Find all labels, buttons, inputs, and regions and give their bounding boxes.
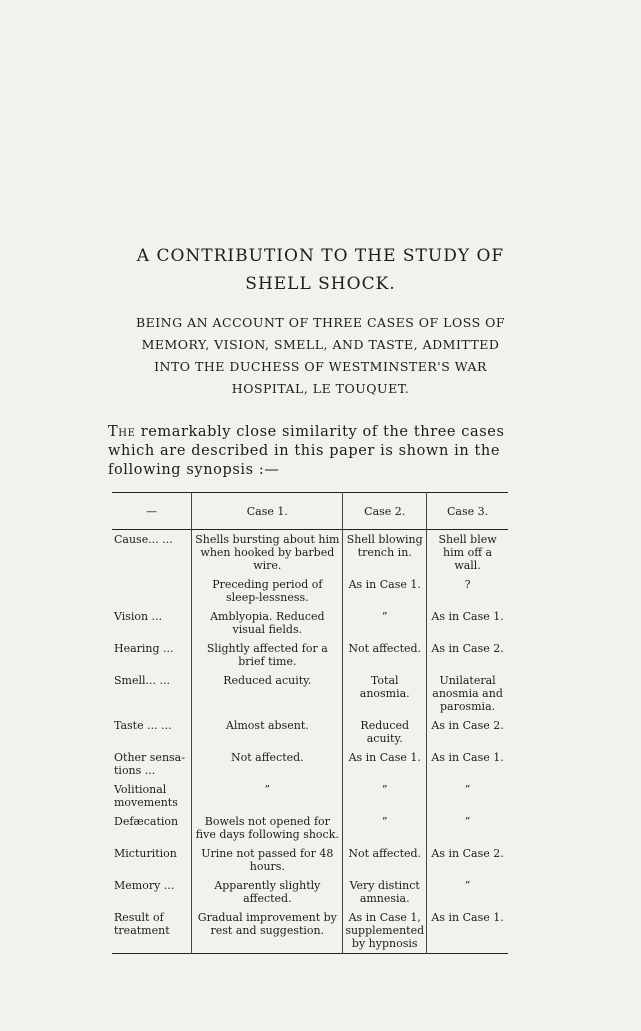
header-cell: Case 1. (192, 493, 343, 530)
table-cell: ” (343, 780, 427, 812)
table-cell: Total anosmia. (343, 671, 427, 716)
table-cell: As in Case 2. (427, 844, 508, 876)
subtitle-line: MEMORY, VISION, SMELL, AND TASTE, ADMITTED (141, 337, 500, 352)
table-cell: Urine not passed for 48 hours. (192, 844, 343, 876)
table-cell: Shell blowing trench in. (343, 530, 427, 576)
subtitle-line: HOSPITAL, LE TOUQUET. (231, 381, 410, 396)
table-cell: Not affected. (343, 844, 427, 876)
row-label (112, 575, 192, 607)
table-header-row (112, 493, 508, 530)
table-row (112, 812, 508, 844)
row-label: Taste ... ... (114, 719, 172, 732)
table-cell: Reduced acuity. (192, 671, 343, 716)
intro-paragraph (108, 423, 508, 480)
table-cell: Amblyopia. Reduced visual fields. (192, 607, 343, 639)
table-row (112, 908, 508, 954)
table-cell: As in Case 1, supplemented by hypnosis (343, 908, 427, 954)
table-cell: As in Case 2. (427, 639, 508, 671)
row-label: Hearing ... (114, 642, 174, 655)
table-cell: As in Case 2. (427, 716, 508, 748)
table-cell: Slightly affected for a brief time. (192, 639, 343, 671)
table-cell: ? (427, 575, 508, 607)
table-row (112, 607, 508, 639)
row-label: Result of treatment (114, 911, 170, 937)
table-row (112, 639, 508, 671)
table-cell: Bowels not opened for five days following shock. (192, 812, 343, 844)
table-cell: As in Case 1. (427, 607, 508, 639)
header-cell: Case 3. (427, 493, 508, 530)
table-cell: Reduced acuity. (343, 716, 427, 748)
table-cell: ” (427, 876, 508, 908)
table-row (112, 671, 508, 716)
table-cell: ” (192, 780, 343, 812)
intro-text: remarkably close similarity of the three cases which are described in this paper is shown in the following synopsis :— (108, 424, 505, 478)
subtitle-line: INTO THE DUCHESS OF WESTMINSTER'S WAR (154, 359, 487, 374)
table-cell: As in Case 1. (427, 748, 508, 780)
row-label: Micturition (114, 847, 177, 860)
row-label: Cause... ... (114, 533, 173, 546)
table-cell: ” (343, 607, 427, 639)
table-cell: Not affected. (343, 639, 427, 671)
table-cell: ” (343, 812, 427, 844)
row-label: Defæcation (114, 815, 179, 828)
intro-lead-word: The (108, 424, 136, 440)
table-cell: ” (427, 780, 508, 812)
table-cell: Shell blew him off a wall. (427, 530, 508, 576)
table-cell: As in Case 1. (343, 748, 427, 780)
table-cell: Unilateral anosmia and parosmia. (427, 671, 508, 716)
table-cell: Not affected. (192, 748, 343, 780)
table-cell: Very distinct amnesia. (343, 876, 427, 908)
table-row (112, 876, 508, 908)
table-row (112, 780, 508, 812)
table-row (112, 530, 508, 576)
table-cell: As in Case 1. (427, 908, 508, 954)
row-label: Memory ... (114, 879, 175, 892)
row-label: Volitional movements (114, 783, 178, 809)
table-row (112, 748, 508, 780)
subtitle-line: BEING AN ACCOUNT OF THREE CASES OF LOSS OF (135, 315, 506, 330)
table-row (112, 575, 508, 607)
header-cell: Case 2. (343, 493, 427, 530)
header-cell: — (146, 504, 158, 518)
table-cell: Almost absent. (192, 716, 343, 748)
table-cell: Gradual improvement by rest and suggestion. (192, 908, 343, 954)
synopsis-table (112, 492, 508, 958)
table-cell: Apparently slightly affected. (192, 876, 343, 908)
title-line-2: SHELL SHOCK. (245, 274, 396, 294)
table-cell: As in Case 1. (343, 575, 427, 607)
table-cell: ” (427, 812, 508, 844)
table-cell: Shells bursting about him when hooked by barbed wire. (192, 530, 343, 576)
row-label: Smell... ... (114, 674, 170, 687)
table-row (112, 844, 508, 876)
title-line-1: A CONTRIBUTION TO THE STUDY OF (136, 246, 505, 266)
table-cell: Preceding period of sleep-lessness. (192, 575, 343, 607)
subtitle (60, 312, 581, 400)
table-row (112, 716, 508, 748)
table-body (112, 530, 508, 954)
row-label: Other sensa-tions ... (114, 751, 185, 777)
row-label: Vision ... (114, 610, 163, 623)
